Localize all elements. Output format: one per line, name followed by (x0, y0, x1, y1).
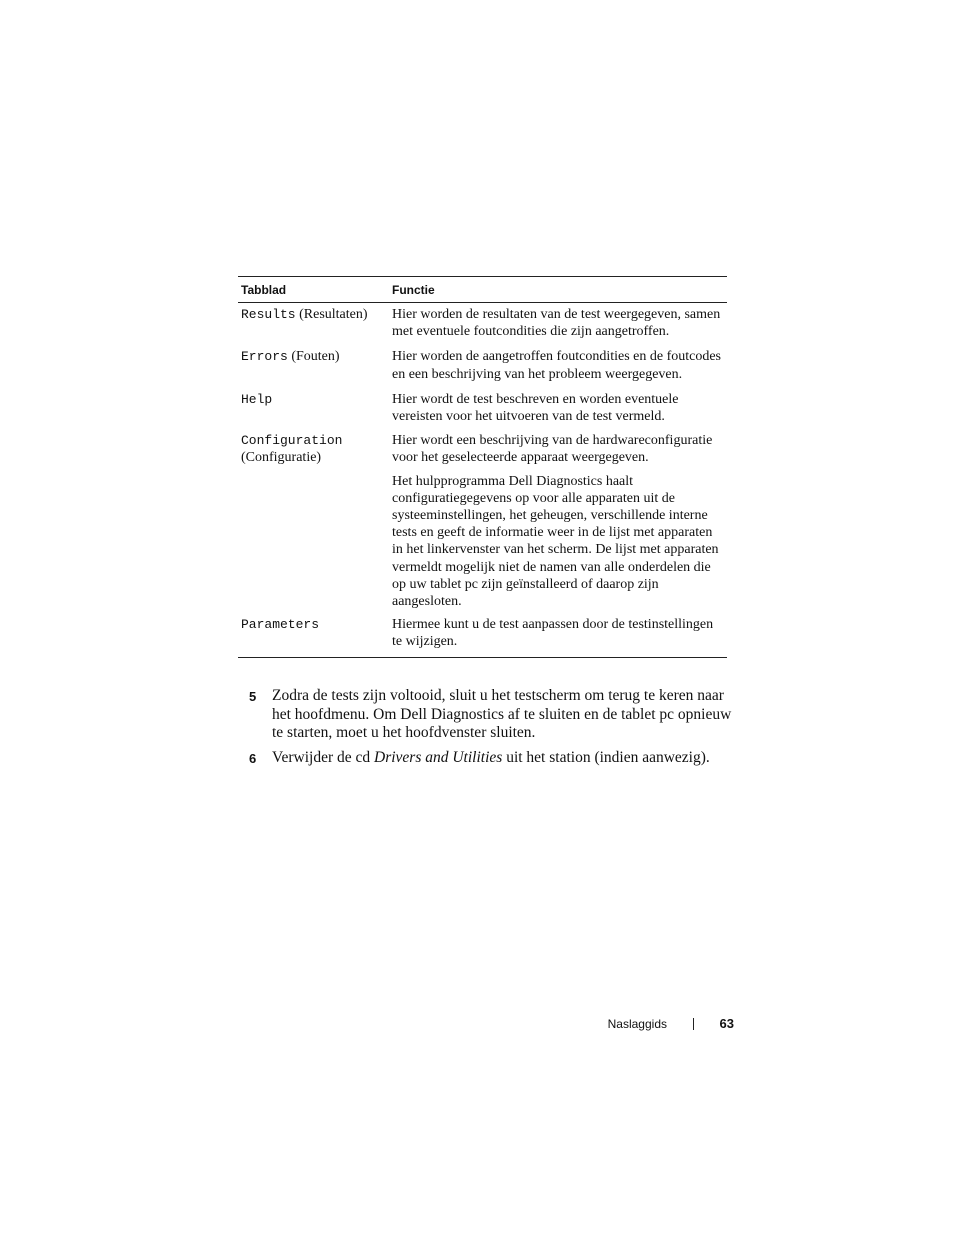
tab-cell (238, 432, 390, 610)
header-tabblad: Tabblad (241, 282, 287, 297)
footer-section: Naslaggids (607, 1017, 667, 1031)
tab-code: Results (241, 307, 296, 322)
function-cell (390, 432, 727, 610)
function-text: Het hulpprogramma Dell Diagnostics haalt configuratiegegevens op voor alle apparaten uit de systeeminstellingen, het geheugen, verschillende interne tests en geeft de informatie weer in de lijst met apparaten in het linkervenster van het scherm. De lijst met apparaten vermeldt mogelijk niet de namen van alle onderdelen die op uw tablet pc zijn geïnstalleerd of daarop zijn aangesloten. (392, 473, 719, 610)
step-5 (249, 687, 739, 743)
table-header (238, 277, 727, 303)
footer-separator (693, 1018, 694, 1030)
tab-label: (Resultaten) (299, 307, 368, 322)
function-text: Hier wordt een beschrijving van de hardwareconfiguratie voor het geselecteerde apparaat weergegeven. (392, 433, 713, 466)
page-number: 63 (719, 1016, 734, 1031)
function-text: Hier worden de aangetroffen foutcondities en de foutcodes en een beschrijving van het probleem weergegeven. (392, 349, 722, 382)
step-text: Zodra de tests zijn voltooid, sluit u het testscherm om terug te keren naar het hoofdmenu. Om Dell Diagnostics af te sluiten en de tablet pc opnieuw te starten, moet u het hoofdvenster sluiten. (272, 687, 732, 742)
step-number: 6 (249, 751, 257, 766)
header-functie: Functie (392, 282, 435, 297)
table-row (238, 391, 727, 425)
step-text (272, 749, 739, 769)
function-cell (390, 391, 727, 425)
function-cell (390, 306, 727, 340)
tab-code: Parameters (241, 617, 320, 633)
tab-cell (238, 616, 390, 650)
tab-label: (Configuratie) (241, 450, 322, 466)
tab-cell (238, 391, 390, 425)
page-footer (560, 1016, 735, 1034)
step-text-after: uit het station (indien aanwezig). (502, 749, 710, 766)
step-text-before: Verwijder de cd (272, 749, 374, 766)
tab-cell (238, 348, 390, 382)
step-number: 5 (249, 689, 257, 704)
function-text: Hier worden de resultaten van de test weergegeven, samen met eventuele foutcondities die zijn aangetroffen. (392, 307, 721, 340)
function-cell (390, 348, 727, 382)
function-text: Hier wordt de test beschreven en worden eventuele vereisten voor het uitvoeren van de test vermeld. (392, 391, 679, 425)
diagnostics-tabs-table (238, 276, 727, 658)
step-6 (249, 749, 739, 769)
tab-code: Help (241, 391, 273, 407)
table-row (238, 306, 727, 340)
table-row (238, 616, 727, 656)
table-row (238, 348, 727, 382)
tab-code: Configuration (241, 433, 343, 449)
tab-cell (238, 306, 390, 340)
cd-title: Drivers and Utilities (374, 749, 503, 766)
table-row (238, 432, 727, 610)
tab-code: Errors (241, 349, 288, 365)
function-cell (390, 616, 727, 650)
tab-label: (Fouten) (291, 349, 340, 365)
function-text: Hiermee kunt u de test aanpassen door de testinstellingen te wijzigen. (392, 617, 714, 650)
